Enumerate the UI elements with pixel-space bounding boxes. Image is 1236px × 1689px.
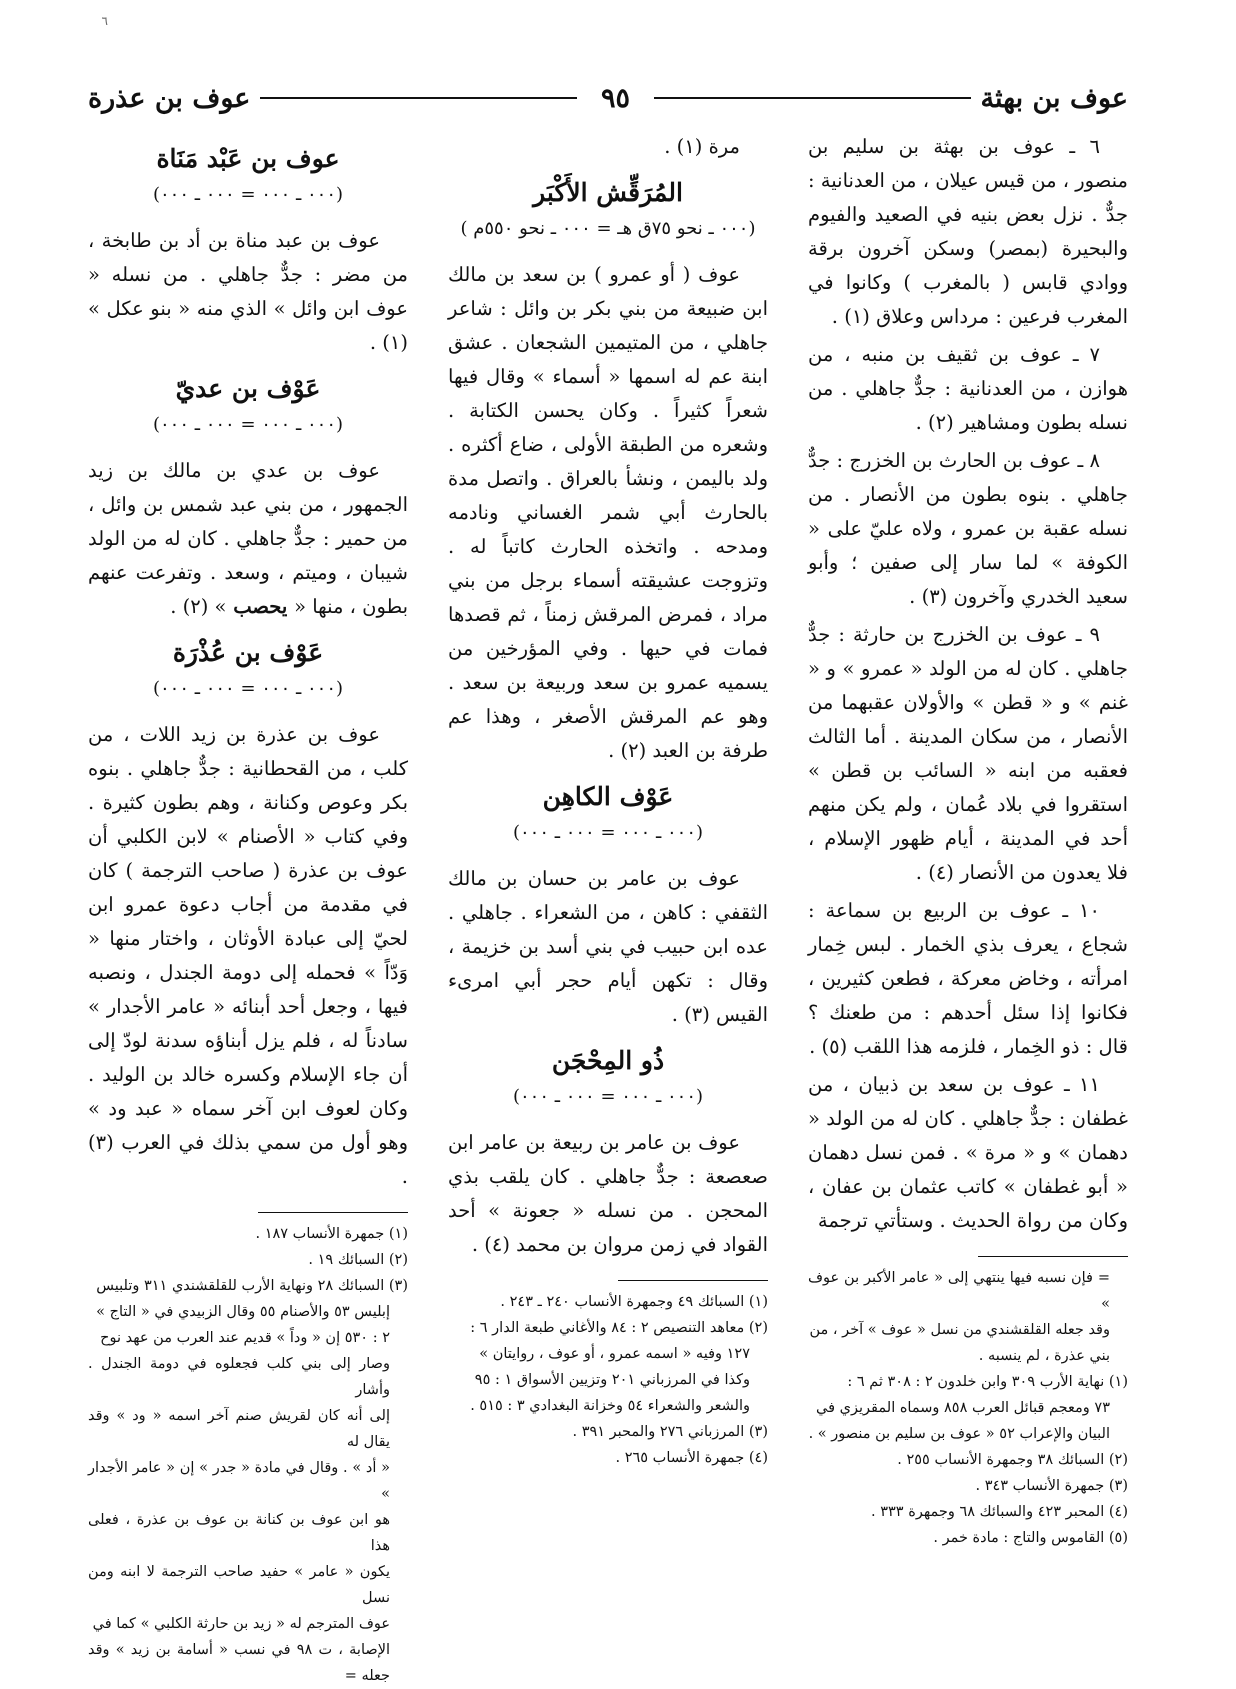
footnote-continuation: وقد جعله القلقشندي من نسل « عوف » آخر ، من xyxy=(809,1322,1110,1338)
entry-muraqqish xyxy=(448,174,768,768)
footnote-line: هو ابن عوف بن كنانة بن عوف بن عذرة ، فعلى هذا xyxy=(88,1512,390,1554)
entry-awf-adi xyxy=(88,370,408,624)
entry-7: ٧ ـ عوف بن ثقيف بن منبه ، من هوازن ، من العدنانية : جدٌّ جاهلي . من نسله بطون ومشاهير (٢) . xyxy=(808,343,1128,434)
footnote-line: (٣) السبائك ٢٨ ونهاية الأرب للقلقشندي ٣١١ وتلبيس xyxy=(96,1278,408,1294)
entry-dates: (٠٠٠ ـ ٠٠٠ = ٠٠٠ ـ ٠٠٠) xyxy=(152,678,344,699)
entry-text: عوف بن عامر بن حسان بن مالك الثقفي : كاهن ، من الشعراء . جاهلي . عده ابن حبيب في بني أسد بن خزيمة ، وقال : تكهن أيام حجر أبي امرىء القيس (٣) . xyxy=(448,867,768,1026)
footnote-line: ١٢٧ وفيه « اسمه عمرو ، أو عوف ، روايتان » xyxy=(479,1346,750,1362)
page-number: ٩٥ xyxy=(600,82,630,114)
entry-10: ١٠ ـ عوف بن الربيع بن سماعة : شجاع ، يعرف بذي الخمار . لبس خِمار امرأته ، وخاض معركة ، فطعن كثيرين ، فكانوا إذا سئل أحدهم : من طعنك ؟ قال : ذو الخِمار ، فلزمه هذا اللقب (٥) . xyxy=(808,899,1128,1058)
entry-title: عَوْف بن عديّ xyxy=(175,374,321,403)
entry-dates: (٠٠٠ ـ نحو ٧٥ق هـ = ٠٠٠ ـ نحو ٥٥٠م ) xyxy=(460,218,756,239)
footnote-line: (٢) السبائك ٣٨ وجمهرة الأنساب ٢٥٥ . xyxy=(897,1452,1128,1468)
footnote-line: « أد » . وقال في مادة « جدر » إن « عامر الأجدار » xyxy=(88,1460,390,1502)
entry-dates: (٠٠٠ ـ ٠٠٠ = ٠٠٠ ـ ٠٠٠) xyxy=(152,414,344,435)
entry-kahin xyxy=(448,778,768,1032)
footnote-line: (٥) القاموس والتاج : مادة خمر . xyxy=(933,1530,1128,1546)
entry-title: عَوْف الكاهِن xyxy=(542,782,674,811)
footnote-line: والشعر والشعراء ٥٤ وخزانة البغدادي ٣ : ٥١٥ . xyxy=(470,1398,750,1414)
footnote-separator xyxy=(618,1280,768,1281)
entry-text: عوف بن عذرة بن زيد اللات ، من كلب ، من القحطانية : جدٌّ جاهلي . بنوه بكر وعوص وكنانة ، وهم بطون كثيرة . وفي كتاب « الأصنام » لابن الكلبي أن عوف بن عذرة ( صاحب الترجمة ) كان في مقدمة من أجاب دعوة عمرو ابن لحيّ إلى عبادة الأوثان ، واختار منها « وَدّاً » فحمله إلى دومة الجندل ، ونصبه فيها ، وجعل أحد أبنائه « عامر الأجدار » سادناً له ، فلم يزل أبناؤه سدنة لودّ إلى أن جاء الإسلام وكسره خالد بن الوليد . وكان لعوف ابن آخر سماه « عبد ود » وهو أول من سمي بذلك في العرب (٣) . xyxy=(88,723,408,1188)
footnote-line: البيان والإعراب ٥٢ « عوف بن سليم بن منصور » . xyxy=(808,1426,1110,1442)
entry-text: عوف بن عامر بن ربيعة بن عامر ابن صعصعة : جدٌّ جاهلي . كان يلقب بذي المحجن . من نسله « جعونة » أحد القواد في زمن مروان بن محمد (٤) . xyxy=(448,1131,768,1256)
page-header xyxy=(88,78,1128,118)
entry-awf-udhra xyxy=(88,634,408,1194)
footnote-continuation: = فإن نسبه فيها ينتهي إلى « عامر الأكبر بن عوف » xyxy=(808,1270,1110,1312)
corner-mark: ٦ xyxy=(101,14,108,28)
column-left xyxy=(88,130,408,1684)
footnote-line: (١) السبائك ٤٩ وجمهرة الأنساب ٢٤٠ ـ ٢٤٣ . xyxy=(500,1294,768,1310)
footnote-line: وكذا في المرزباني ٢٠١ وتزيين الأسواق ١ : ٩٥ xyxy=(474,1372,750,1388)
header-right-title: عوف بن بهثة xyxy=(980,82,1128,114)
footnote-line: يكون « عامر » حفيد صاحب الترجمة لا ابنه ومن نسل xyxy=(88,1564,390,1606)
entry-dhul-mihjan xyxy=(448,1042,768,1262)
entry-text: عوف ( أو عمرو ) بن سعد بن مالك ابن ضبيعة من بني بكر بن وائل : شاعر جاهلي ، من المتيمين الشجعان . عشق ابنة عم له اسمها « أسماء » وقال فيها شعراً كثيراً . وكان يحسن الكتابة . وشعره من الطبقة الأولى ، ضاع أكثره . ولد باليمن ، ونشأ بالعراق . واتصل مدة بالحارث أبي شمر الغساني ونادمه ومدحه . واتخذه الحارث كاتباً له . وتزوجت عشيقته أسماء برجل من بني مراد ، فمرض المرقش زمناً ، ثم قصدها فمات في حيها . وفي المؤرخين من يسميه عمرو بن سعد وربيعة بن سعد . وهو عم المرقش الأصغر ، وهذا عم طرفة بن العبد (٢) . xyxy=(448,263,768,762)
footnote-line: (٢) السبائك ١٩ . xyxy=(308,1252,408,1268)
header-rule-right xyxy=(654,97,971,99)
footnote-line: الإصابة ، ت ٩٨ في نسب « أسامة بن زيد » وقد جعله = xyxy=(88,1642,390,1684)
footnote-line: (٤) المحبر ٤٢٣ والسبائك ٦٨ وجمهرة ٣٣٣ . xyxy=(871,1504,1128,1520)
footnote-line: (٢) معاهد التنصيص ٢ : ٨٤ والأغاني طبعة الدار ٦ : xyxy=(470,1320,768,1336)
entry-text: عوف بن عبد مناة بن أد بن طابخة ، من مضر : جدٌّ جاهلي . من نسله « عوف ابن وائل » الذي منه « بنو عكل » (١) . xyxy=(88,229,408,354)
entry-title: عوف بن عَبْد مَنَاة xyxy=(156,144,340,173)
entry-6: ٦ ـ عوف بن بهثة بن سليم بن منصور ، من قيس عيلان ، من العدنانية : جدٌّ . نزل بعض بنيه في الصعيد والفيوم والبحيرة (بمصر) وسكن آخرون برقة ووادي قابس ( بالمغرب ) وكانوا في المغرب فرعين : مرداس وعلاق (١) . xyxy=(808,135,1128,328)
entry-text-part: » (٢) . xyxy=(170,595,227,618)
entry-text xyxy=(88,454,408,624)
entry-awf-abd-manat xyxy=(88,140,408,360)
footnote-continuation: بني عذرة ، لم ينسبه . xyxy=(978,1348,1110,1364)
footnote-separator xyxy=(978,1256,1128,1257)
header-rule-left xyxy=(260,97,577,99)
entry-text-part: عوف بن عدي بن مالك بن زيد الجمهور ، من بني عبد شمس بن وائل ، من حمير : جدٌّ جاهلي . كان له من الولد شيبان ، وميتم ، وسعد . وتفرعت عنهم بطون ، منها « xyxy=(88,459,408,618)
entry-title: ذُو المِحْجَن xyxy=(551,1046,665,1075)
entry-text-bold: يحصب xyxy=(226,595,295,618)
entry-dates: (٠٠٠ ـ ٠٠٠ = ٠٠٠ ـ ٠٠٠) xyxy=(152,184,344,205)
footnote-line: (٣) جمهرة الأنساب ٣٤٣ . xyxy=(975,1478,1128,1494)
footnote-line: ٢ : ٥٣٠ إن « وداً » قديم عند العرب من عهد نوح xyxy=(100,1330,390,1346)
footnote-line: إبليس ٥٣ والأصنام ٥٥ وقال الزبيدي في « التاج » xyxy=(96,1304,390,1320)
continuation-text: مرة (١) . xyxy=(664,135,740,158)
footnote-line: (١) جمهرة الأنساب ١٨٧ . xyxy=(255,1226,408,1242)
footnote-line: ٧٣ ومعجم قبائل العرب ٨٥٨ وسماه المقريزي في xyxy=(816,1400,1110,1416)
entry-title: المُرَقِّش الأَكْبَر xyxy=(533,178,683,207)
footnote-line: (٤) جمهرة الأنساب ٢٦٥ . xyxy=(615,1450,768,1466)
entry-8: ٨ ـ عوف بن الحارث بن الخزرج : جدٌّ جاهلي . بنوه بطون من الأنصار . من نسله عقبة بن عمرو ، ولاه عليّ على « الكوفة » لما سار إلى صفين ؛ وأبو سعيد الخدري وآخرون (٣) . xyxy=(808,449,1128,608)
header-left-title: عوف بن عذرة xyxy=(88,82,251,114)
footnote-separator xyxy=(258,1212,408,1213)
footnote-line: وصار إلى بني كلب فجعلوه في دومة الجندل . وأشار xyxy=(88,1356,390,1398)
footnote-line: (٣) المرزباني ٢٧٦ والمحبر ٣٩١ . xyxy=(572,1424,768,1440)
entry-dates: (٠٠٠ ـ ٠٠٠ = ٠٠٠ ـ ٠٠٠) xyxy=(512,1086,704,1107)
entry-11: ١١ ـ عوف بن سعد بن ذبيان ، من غطفان : جدٌّ جاهلي . كان له من الولد « دهمان » و « مرة » . فمن نسل دهمان « أبو غطفان » كاتب عثمان بن عفان ، وكان من رواة الحديث . وستأتي ترجمة xyxy=(808,1073,1128,1232)
footnote-line: (١) نهاية الأرب ٣٠٩ وابن خلدون ٢ : ٣٠٨ ثم ٦ : xyxy=(847,1374,1128,1390)
footnote-line: عوف المترجم له « زيد بن حارثة الكلبي » كما في xyxy=(92,1616,390,1632)
column-right xyxy=(808,130,1128,1630)
entry-title: عَوْف بن عُذْرَة xyxy=(172,638,324,667)
footnote-line: إلى أنه كان لقريش صنم آخر اسمه « ود » وقد يقال له xyxy=(88,1408,390,1450)
entry-9: ٩ ـ عوف بن الخزرج بن حارثة : جدٌّ جاهلي . كان له من الولد « عمرو » و « غنم » و « قطن » والأولان عقبهما من الأنصار ، من سكان المدينة . أما الثالث فعقبه من ابنه « السائب بن قطن » استقروا في بلاد عُمان ، ولم يكن منهم أحد في المدينة ، أيام ظهور الإسلام ، فلا يعدون من الأنصار (٤) . xyxy=(808,623,1128,884)
column-middle xyxy=(448,130,768,1630)
entry-dates: (٠٠٠ ـ ٠٠٠ = ٠٠٠ ـ ٠٠٠) xyxy=(512,822,704,843)
